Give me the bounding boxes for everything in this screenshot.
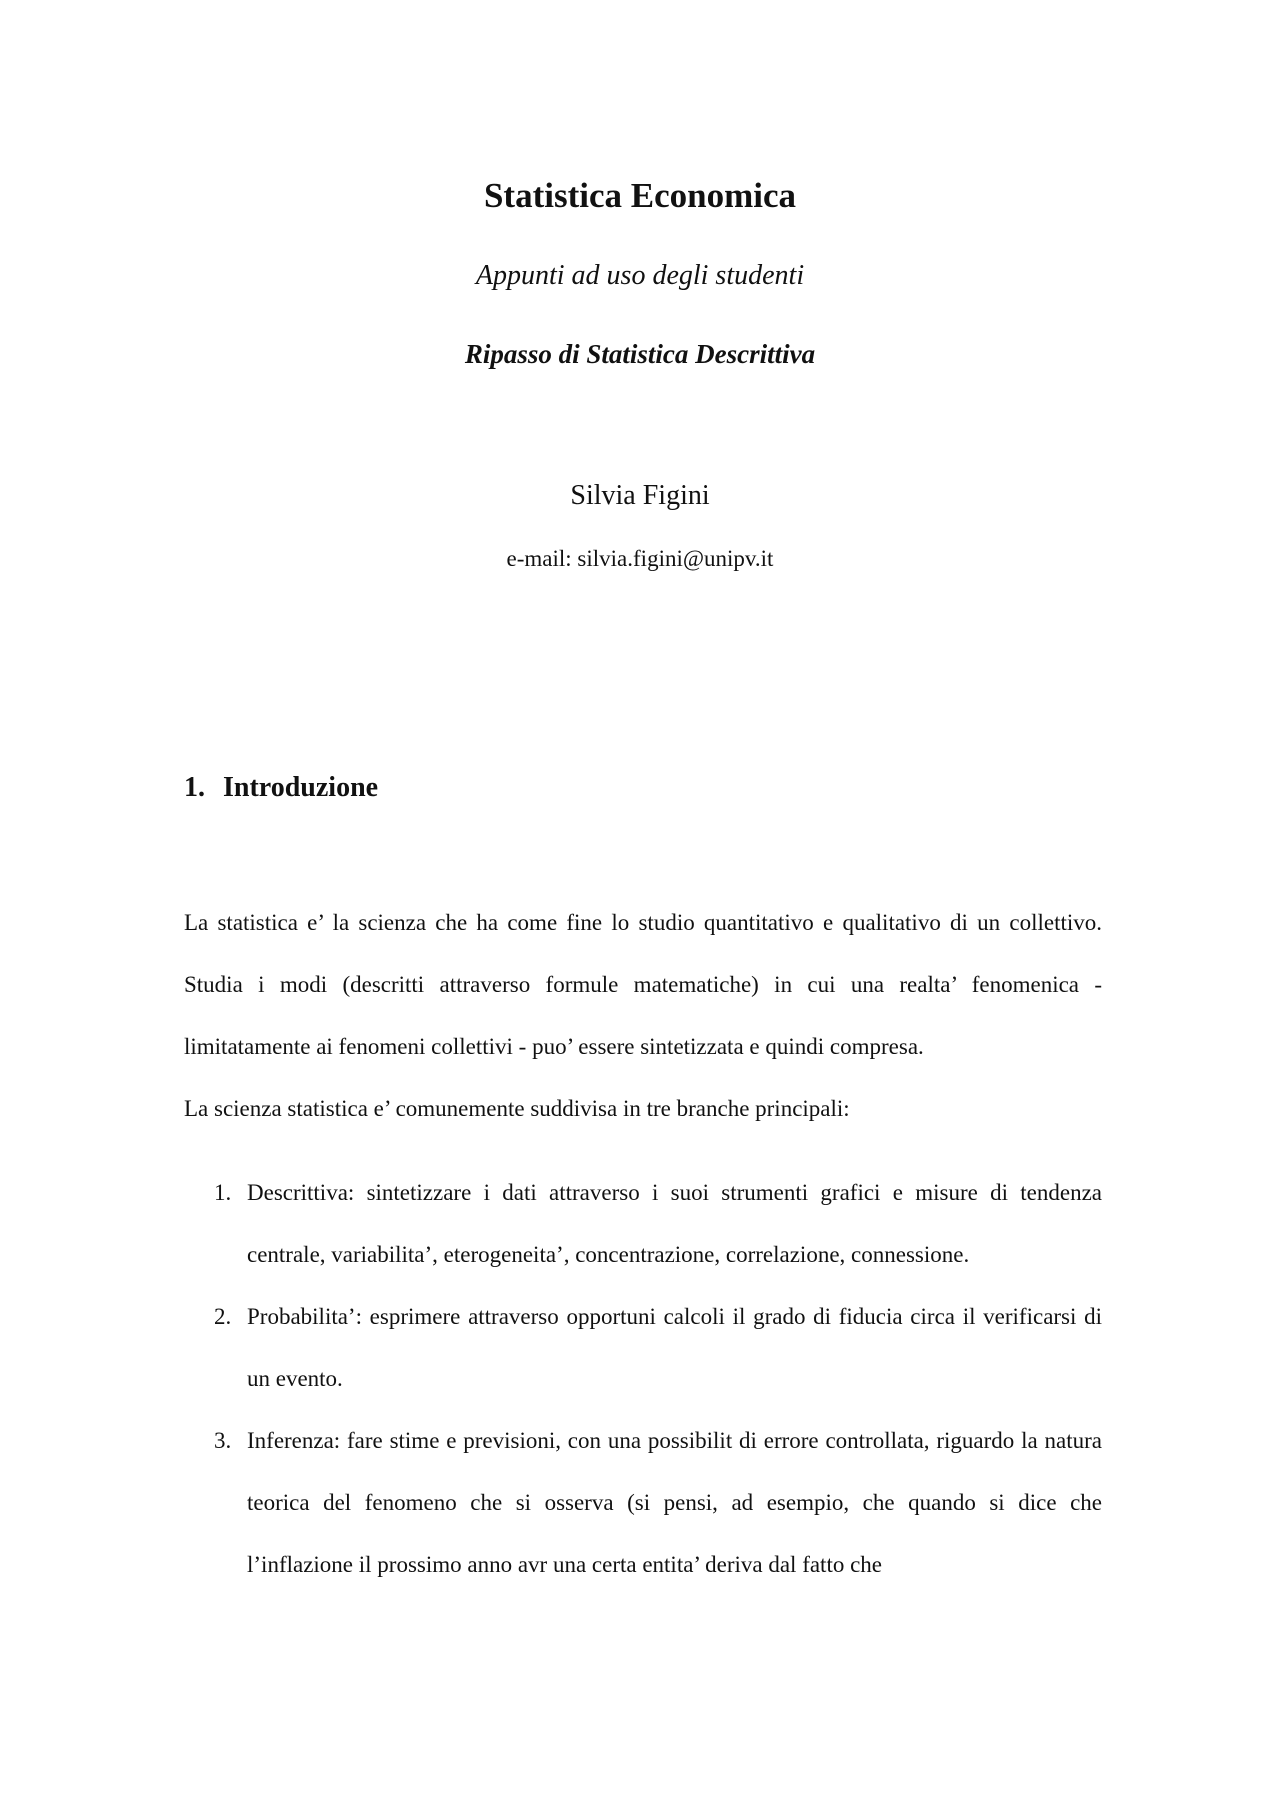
list-item-number: 1.: [214, 1180, 232, 1205]
list-item-text: Probabilita’: esprimere attraverso opportuni calcoli il grado di fiducia circa il verificarsi di un evento.: [247, 1304, 1102, 1391]
section-number: 1.: [184, 772, 205, 803]
list-item-number: 2.: [214, 1304, 232, 1329]
author-name: Silvia Figini: [570, 480, 710, 511]
document-title: Statistica Economica: [483, 176, 797, 215]
list-item: [184, 1286, 1102, 1410]
list-item-text: Descrittiva: sintetizzare i dati attraverso i suoi strumenti grafici e misure di tendenza centrale, variabilita’, eterogeneita’, concentrazione, correlazione, connessione.: [247, 1180, 1102, 1267]
branches-list: [184, 1162, 1102, 1596]
section-heading: [184, 768, 378, 808]
list-item-number: 3.: [214, 1428, 232, 1453]
document-subtitle: Appunti ad uso degli studenti: [475, 260, 805, 291]
section-title: Introduzione: [223, 772, 379, 803]
body-text: [184, 892, 1102, 1596]
document-topic: Ripasso di Statistica Descrittiva: [464, 339, 816, 369]
list-item-text: Inferenza: fare stime e previsioni, con una possibilit di errore controllata, riguardo la natura teorica del fenomeno che si osserva (si pensi, ad esempio, che quando si dice che l’inflazione il prossimo anno avr una certa entita’ deriva dal fatto che: [247, 1428, 1102, 1577]
author-email: e-mail: silvia.figini@unipv.it: [506, 546, 774, 571]
paragraph-branches: La scienza statistica e’ comunemente suddivisa in tre branche principali:: [184, 1096, 850, 1121]
list-item: [184, 1162, 1102, 1286]
list-item: [184, 1410, 1102, 1596]
paragraph-intro: La statistica e’ la scienza che ha come fine lo studio quantitativo e qualitativo di un collettivo. Studia i modi (descritti attraverso formule matematiche) in cui una realta’ fenomenica - limitatamente ai fenomeni collettivi - puo’ essere sintetizzata e quindi compresa.: [184, 910, 1102, 1059]
